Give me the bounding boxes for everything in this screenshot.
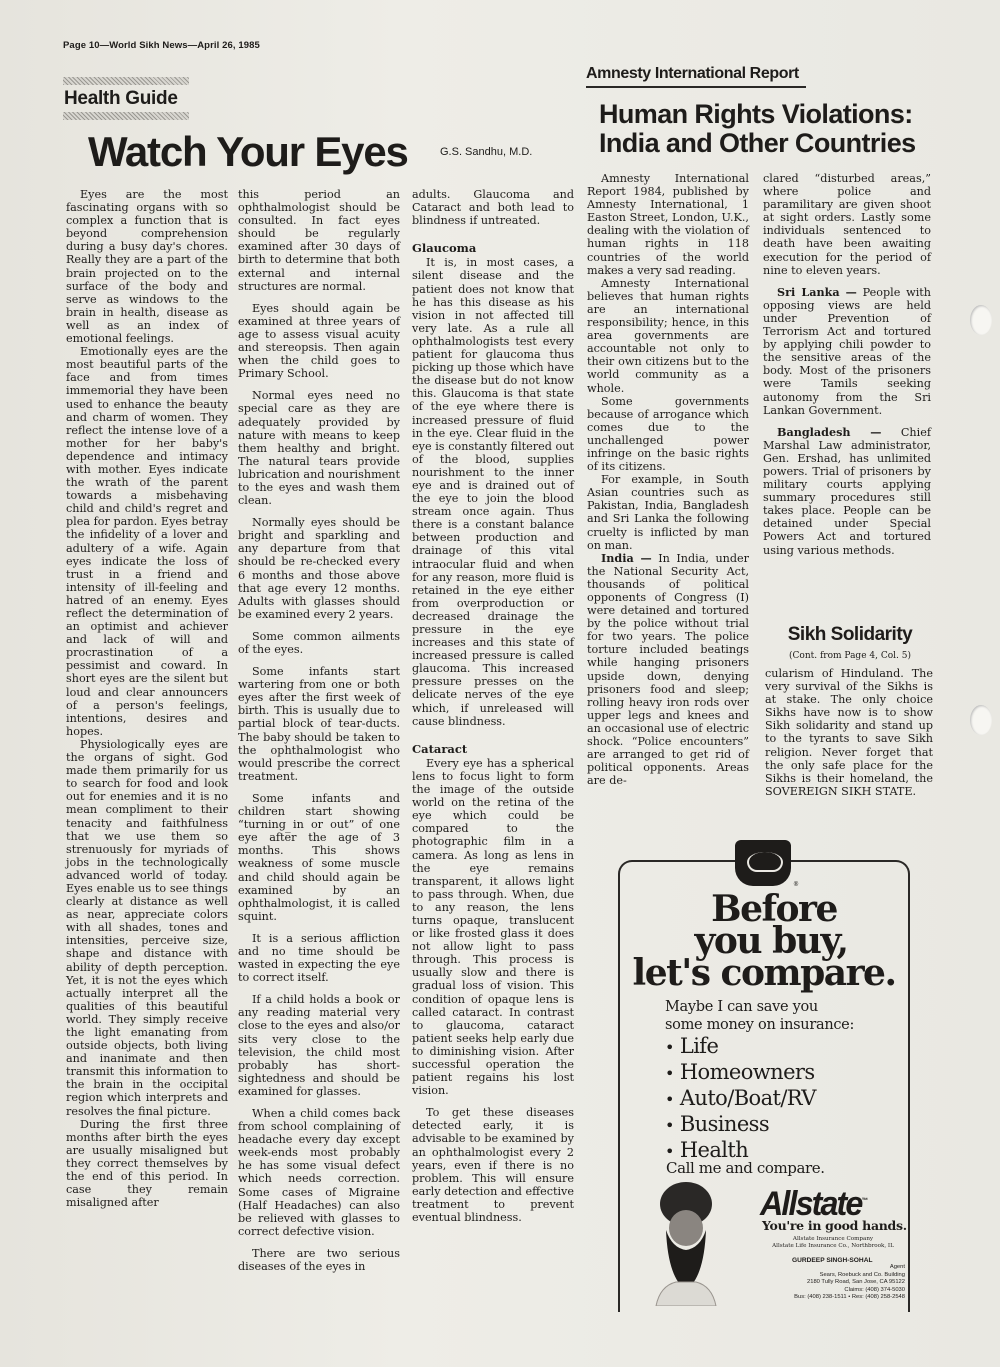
paragraph: When a child comes back from school complaining of headache every day except week-ends most probably he has some visual defect which needs correction. Some cases of Migraine (Half Headaches) can also be relieved with glasses to correct defective vision. [238, 1107, 400, 1238]
paragraph: During the first three months after birth the eyes are usually misaligned but they correct themselves by the end of this period. In case they remain misaligned after [66, 1117, 228, 1210]
solidarity-column [765, 667, 933, 798]
hatch-rule-top [63, 77, 189, 85]
india-text: In India, under the National Security Act, thousands of political opponents of Congress (I) were detained and tortured by the police without trial for two years. The police torture included beatings while hanging prisoners upside down, denying prisoners food and sleep; rolling heavy iron rods over upper legs and knees and an occasional use of electric shock. “Police encounters” are arranged to get rid of political opponents. Areas are de- [587, 551, 749, 788]
health-column-1 [66, 188, 228, 1209]
paragraph: It is a serious affliction and no time should be wasted in expecting the eye to correct itself. [238, 931, 400, 985]
health-column-2 [238, 188, 400, 1273]
paragraph: Emotionally eyes are the most beautiful parts of the face and from times immemorial they have been used to enhance the beauty and charm of women. They reflect the intense love of a mother for her baby's dependence and intimacy with mother. Eyes indicate the wrath of the parent towards a misbehaving child and child's regret and plea for pardon. Eyes betray the infidelity of a lover and adultery of a wife. Again eyes indicate the loss of trust in a friend and intensity of ill-feeling and hatred of an enemy. Eyes reflect the determination of an optimist and achiever and lack of will and procrastination of a pessimist and coward. In short eyes are the silent but loud and clear announcers of a person's feelings, intentions, desires and hopes. [66, 345, 228, 738]
insurance-item: • Auto/Boat/RV [665, 1086, 816, 1112]
face-icon [669, 1210, 703, 1246]
health-column-3 [412, 188, 574, 1224]
ad-subhead [665, 998, 905, 1034]
shirt-icon [656, 1282, 716, 1306]
paragraph: There are two serious diseases of the eyes in [238, 1246, 400, 1274]
amnesty-column-2 [763, 172, 931, 557]
country-label-india: India — [601, 550, 652, 565]
amnesty-column-1 [587, 172, 749, 787]
insurance-item: • Business [665, 1112, 816, 1138]
paragraph: this period an ophthalmologist should be consulted. In fact eyes should be regularly examined after 30 days of birth to determine that both external and internal structures are normal. [238, 188, 400, 293]
paragraph-india [587, 552, 749, 788]
paragraph: clared “disturbed areas,” where police and paramilitary are given shoot at sight orders. Lastly some individuals sentenced to death have been awaiting execution for the period of nine to eleven years. [763, 172, 931, 277]
paragraph: Every eye has a spherical lens to focus light to form the image of the outside world on the retina of the eye which could be compared to the photographic film in a camera. As long as lens in the eye remains transparent, it allows light to pass through. When, due to any reason, the lens turns opaque, translucent or like frosted glass it does not allow light to pass through. This process is usually slow and there is gradual loss of vision. This condition of opaque lens is called cataract. In contrast to glaucoma, cataract patient seeks help early due to diminishing vision. After successful operation the patient regains his lost vision. [412, 756, 574, 1098]
ad-call-to-action: Call me and compare. [666, 1159, 825, 1177]
paragraph: To get these diseases detected early, it is advisable to be examined by an ophthalmologist every 2 years, even if there is no problem. This will ensure early detection and effective treatment to prevent eventual blindness. [412, 1106, 574, 1225]
good-hands-logo-icon [735, 840, 799, 888]
ad-headline-line: Before [711, 888, 837, 930]
ad-headline-line: you buy, [694, 920, 848, 962]
paragraph: Normally eyes should be bright and sparkling and any departure from that should be re-checked every 6 months and those above that age every 12 months. Adults with glasses should be examined every 2 years. [238, 516, 400, 621]
ad-headline-line: let's compare. [632, 952, 896, 994]
paragraph: cularism of Hinduland. The very survival of the Sikhs is at stake. The only choice Sikhs have now is to show Sikh solidarity and stand up to the tyrants to save Sikh religion. Never forget that the only safe place for the Sikhs is their homeland, the SOVEREIGN SIKH STATE. [765, 667, 933, 798]
hatch-rule-bottom [63, 112, 189, 120]
paragraph: adults. Glaucoma and Cataract and both lead to blindness if untreated. [412, 188, 574, 228]
country-label-srilanka: Sri Lanka — [777, 284, 857, 299]
ad-subhead-line: Maybe I can save you [665, 999, 818, 1015]
company-info [758, 1236, 908, 1250]
subheading-cataract: Cataract [412, 741, 468, 756]
section-label-health: Health Guide [64, 88, 178, 109]
brand-name: Allstate [760, 1185, 862, 1223]
article-title: Watch Your Eyes [88, 128, 408, 175]
paragraph: It is, in most cases, a silent disease and the patient does not know that he has this disease as his vision in not affected till very late. As a rule all ophthalmologists test every patient for glaucoma thus picking up those which have the disease but do not know this. Glaucoma is that state of the eye where there is increased pressure of fluid in the eye. Clear fluid in the eye is constantly filtered out of the blood, supplies nourishment to the inner eye and is drained out of the eye to join the blood stream once again. Thus there is a constant balance between production and drainage of this vital intraocular fluid and when for any reason, more fluid is retained in the eye either from overproduction or decreased drainage the pressure in the eye increases and this state of increased pressure is called glaucoma. This increased pressure presses on the delicate nerves of the eye which, if unreleased will cause blindness. [412, 256, 574, 728]
binder-hole-icon [970, 305, 992, 335]
registered-mark-icon: ® [793, 881, 799, 888]
paragraph: For example, in South Asian countries such as Pakistan, India, Bangladesh and Sri Lanka the following cruelty is inflicted by man on man. [587, 473, 749, 552]
amnesty-title-line-1: Human Rights Violations: [599, 99, 913, 129]
agent-name: GURDEEP SINGH-SOHAL [792, 1257, 873, 1264]
continued-note: (Cont. from Page 4, Col. 5) [789, 651, 911, 661]
section-label-amnesty: Amnesty International Report [586, 65, 806, 88]
article-byline: G.S. Sandhu, M.D. [440, 146, 533, 158]
company-line: Allstate Life Insurance Co., Northbrook, IL [772, 1243, 894, 1249]
binder-hole-icon [970, 705, 992, 735]
amnesty-title-line-2: India and Other Countries [599, 128, 916, 158]
paragraph: Eyes are the most fascinating organs with so complex a function that is beyond comprehension during a busy day's chores. Really they are a part of the brain projected on to the surface of the body and serve as windows to the brain in health, disease as well as an index of emotional feelings. [66, 188, 228, 346]
hands-icon [747, 852, 783, 872]
paragraph: Amnesty International believes that human rights are an international responsibility; hence, in this area governments are accountable not only to their own citizens but to the world community as a whole. [587, 276, 749, 395]
claims-phone: Claims: (408) 374-5030 [844, 1286, 905, 1293]
ad-headline [622, 888, 906, 994]
insurance-item: • Health [665, 1138, 816, 1164]
agent-phones: Bus: (408) 238-1511 • Res: (408) 258-2548 [794, 1294, 905, 1301]
insurance-item: • Homeowners [665, 1060, 816, 1086]
agent-address: 2180 Tully Road, San Jose, CA 95122 [807, 1279, 905, 1286]
bangladesh-text: Chief Marshal Law administrator, Gen. Ershad, has unlimited powers. Trial of prisoners by military courts applying summary procedures still takes place. People can be detained under Special Powers Act and tortured using various methods. [763, 425, 931, 557]
agent-title: Agent [889, 1264, 905, 1271]
subheading-glaucoma: Glaucoma [412, 241, 477, 256]
country-label-bangladesh: Bangladesh — [777, 424, 882, 439]
paragraph-bangladesh [763, 426, 931, 557]
agent-photo [650, 1178, 722, 1306]
company-line: Allstate Insurance Company [792, 1236, 874, 1242]
paragraph: Amnesty International Report 1984, published by Amnesty International, 1 Easton Street, London, U.K., dealing with the violation of human rights in 118 countries of the world makes a very sad reading. [587, 172, 749, 277]
paragraph: Some infants and children start showing “turning in or out” of one eye afte̅r the age of 3 months. This shows weakness of some muscle and child should again be examined by an ophthalmologist, it is called squint. [238, 791, 400, 923]
paragraph: Eyes should again be examined at three years of age to assess visual acuity and stereopsis. Then again when the child goes to Primary School. [238, 301, 400, 381]
paragraph: Some governments because of arrogance which comes due to the unchallenged power infringe on the basic rights of its citizens. [587, 394, 749, 474]
page-folio: Page 10—World Sikh News—April 26, 1985 [63, 40, 260, 51]
insurance-list [665, 1034, 816, 1164]
paragraph: If a child holds a book or any reading material very close to the eyes and also/or sits very close to the television, the child most probably has short-sightedness and should be examined for glasses. [238, 993, 400, 1098]
srilanka-text: People with opposing views are held under Prevention of Terrorism Act and tortured by applying chili powder to the sensitive areas of the body. Most of the prisoners were Tamils seeking autonomy from the Sri Lankan Government. [763, 285, 931, 417]
trademark-icon: ™ [861, 1197, 867, 1205]
paragraph: Some infants start wartering from one or both eyes after the first week of birth. This is usually due to partial block of tear-ducts. The baby should be taken to the ophthalmologist who would prescribe the correct treatment. [238, 665, 400, 783]
ad-slogan: You're in good hands. [762, 1218, 907, 1233]
ad-subhead-line: some money on insurance: [665, 1017, 855, 1033]
agent-address: Sears, Roebuck and Co. Building [819, 1271, 905, 1278]
amnesty-title [599, 100, 939, 158]
insurance-item: • Life [665, 1034, 816, 1060]
paragraph: Normal eyes need no special care as they are adequately provided by nature with means to keep them healthy and bright. The natural tears provide lubrication and nourishment to the eyes and wash them clean. [238, 389, 400, 508]
solidarity-title: Sikh Solidarity [787, 624, 913, 645]
agent-contact [760, 1257, 905, 1301]
paragraph: Some common ailments of the eyes. [238, 629, 400, 656]
paragraph-srilanka [763, 286, 931, 417]
paragraph: Physiologically eyes are the organs of sight. God made them primarily for us to search for food and look out for enemies and it is no mean compliment to their tenacity and faithfulness that we use them so strenuously for myriads of jobs in the technologically advanced world of today. Eyes enable us to see things clearly at distance as well as near, appreciate colors with all shades, tones and intensities, perceive size, shape and distance with ability of depth perception. Yet, it is not the eyes which actually interpret all the qualities of this beautiful world. They simply receive the light emanating from outside objects, both living and inanimate and then transmit this information to the brain in the occipital region which interprets and resolves the final picture. [66, 737, 228, 1118]
